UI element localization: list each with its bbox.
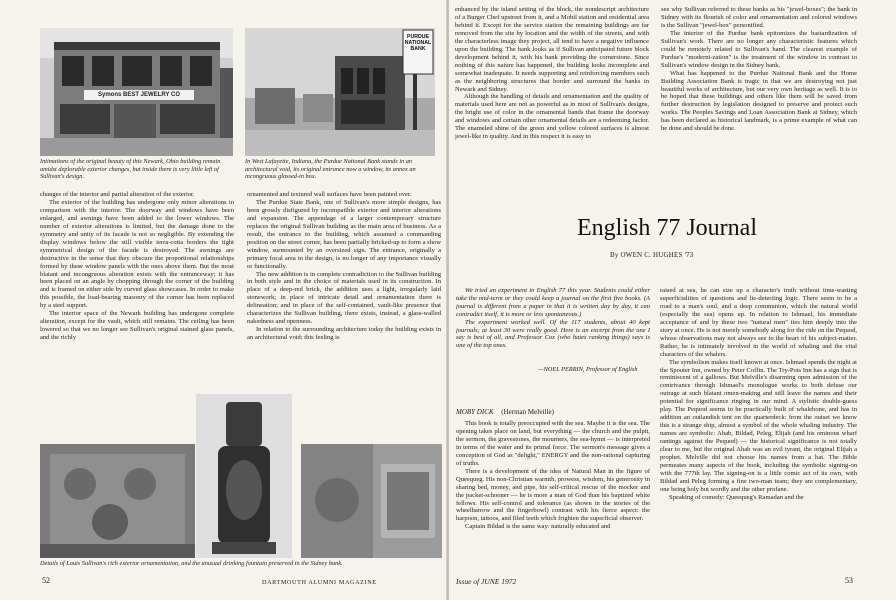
right-column-c [456, 420, 650, 572]
issue-label: Issue of JUNE 1972 [456, 577, 517, 586]
photo-drinking-fountain [196, 394, 292, 558]
book-author: (Herman Melville) [501, 408, 554, 416]
editor-intro [456, 287, 650, 359]
paragraph: Speaking of comedy: Queequeg's Ramadan and the [669, 493, 804, 501]
right-column-top-b [661, 6, 857, 193]
paragraph: The new addition is in complete contradiction to the Sullivan building in both style and in the choice of materials used in its construction. In place of a deep-red brick, the addition uses a light, irregularly laid stonework; in place of intricate detail and ornamentation there is delineation; and in place of the self-contained, vault-like presence that characterizes the Sullivan building, there exists, instead, a glass-walled nakedness and openness. [247, 270, 441, 326]
editor-signature: —NOEL PERRIN, Professor of English [538, 366, 638, 373]
paragraph: changes of the interior and partial alteration of the exterior. [40, 191, 195, 198]
paragraph: The exterior of the building has undergone only minor alterations in comparison with the interior. The doorway and windows have been enlarged, and awnings have been added to the lower windows. The number of exterior alterations is limited, but the damage done to the symmetry and unity of its facade is not so negligible. By extending the display windows below the still visible terra-cotta borders the tight symmetrical design of the facade is destroyed. The awnings are destructive in the sense that they obscure the proportional relationships formed by these window panels with the ones above them. But the most blatant and incongruous alteration exists with the entranceway; it has been placed on an angle by chopping through the corner of the building and is framed on either side by curved glass showcases. In order to make this possible, the load-bearing masonry of the corner has been replaced by a steel support. [40, 198, 234, 310]
right-column-d [660, 287, 857, 572]
right-page-number: 53 [845, 576, 853, 585]
article-headline: English 77 Journal [577, 215, 757, 241]
photo-ornament-detail [40, 444, 195, 558]
paragraph: The interior space of the Newark building has undergone complete alteration, except for the vault, which still remains. The ceiling has been lowered so that we no longer see Sullivan's original stained glass panels, and the richly [40, 310, 234, 342]
article-byline: By OWEN C. HUGHES '73 [610, 251, 694, 259]
paragraph: The symbolism makes itself known at once. Ishmael spends the night at the Spouter Inn, owned by Peter Coffin. The Try-Pots Inn has a sign that is reminiscent of a gallows. But Melville's disarming open admission of the contrivance through Ishmael's monologue works to both defuse our outrage at such blatant omen-making and still leave the names and their potential for significance ringing in our mind. A stylistic double-guess play. The Pequod seems to be practically built of whalebone, and has in addition an outlandish tent on the quarterdeck: from the outset we know this is a strange ship, almost a symbol of the whole whaling industry. The names are symbolic: Ahab, Bildad, Peleg, Elijah (and his ominous wharf rantings against the Pequod) — the historical significance is not totally clear to me, but the original Ahab was an evil tyrant, the original Elijah a prophet. Melville did not choose his names from a hat. The Bible permeates many aspects of the book, including the symbolic signing-on with the 777th lay. The signing-on is a little comic act of its own, with Bildad and Peleg forming a fine two-man team; they are complementary, one being holy but wordly and the other profane. [660, 358, 857, 493]
paragraph: There is a development of the idea of Natural Man in the figure of Queequeg. His non-Christian warmth, prowess, wisdom, his generosity in sharing bed, money, and pipe, his self-critical rescue of the mocker and the packet-schooner — he is more a man of God than his baptized white fellows. His self-control and tolerance (as shown in the stories of the wheelbarrow and the fingerbowl) contrast with his fierce aspect: the harpoon, tattoos, and filed teeth which frighten the superficial observer. [456, 467, 650, 523]
right-column-top-a [455, 6, 649, 193]
photo-exterior-ornament [301, 444, 442, 558]
paragraph: Captain Bildad is the same way: naturally educated and [465, 523, 611, 531]
paragraph: raised at sea, he can size up a character's truth without time-wasting superficialities of questions and lie-detecting logic. There seem to be a road to a man's soul, and a deep communion, which the natural world (especially the sea) opens up. In relation to Ishmael, his immediate acceptance of and by these two "natural men" ties him deeply into the story at once. He is not merely somebody along for the ride on the Pequod, whose observations may not always see to the heart of his subject-matter. Rather, he is intimately involved in the world of whaling and the vital characters of the whalers. [660, 287, 857, 358]
paragraph: This book is totally preoccupied with the sea. Maybe it is the sea. The opening takes place on land, but everything — the church and the pulpit, the sermon, the gravestones, the mourners, the sea-hymn — is interpreted in terms of the water and its primal force. The sermon's message gives a conception of God as "delight," ENERGY and the non-rational capturing of truths. [456, 420, 650, 467]
caption-ornament: Details of Louis Sullivan's rich exterior ornamentation, and the unusual drinking fountain preserved in the Sidney bank. [40, 560, 343, 567]
paragraph: The experiment worked well. Of the 117 students, about 40 kept journals; at least 30 were really good. Here is an excerpt from the one I say is best of all, and Professor Cox (who hates ranking things) says is one of the top ones. [456, 318, 650, 350]
book-heading [456, 408, 554, 416]
left-column-1 [40, 191, 234, 361]
book-title: MOBY DICK [456, 408, 494, 416]
jewelry-store-sign: Symons BEST JEWELRY CO [97, 92, 181, 98]
paragraph: The Purdue State Bank, one of Sullivan's more simple designs, has been grossly disfigured by incompatible exterior and interior alterations and expansion. The appendage of a larger contemporary structure replaces the original Sullivan building as the main area of business. As a result, the entrance to the building, which assumed a commanding position on the street corner, has been partially bricked-up to form a show window, surmounted by an oversized sign. The entrance, originally a primary focal area in the design, is no longer of any importance visually or functionally. [247, 198, 441, 270]
paragraph: In relation to the surrounding architecture today the building exists in an architectural void; this feeling is [247, 326, 441, 342]
paragraph: We tried an experiment in English 77 this year. Students could either take the mid-term or they could keep a journal on the first five books. (A journal is different from a paper in that it is written day by day, it can contradict itself, it is more or less spontaneous.) [456, 287, 650, 318]
paragraph: What has happened to the Purdue National Bank and the Home Building Association Bank is tragic in that we are destroying not just beautiful works of architecture, but our very own heritage as well. It is to be hoped that these buildings and others like them will be saved from further destruction by legislation designed to preserve and protect such works. The Peoples Savings and Loan Association Bank at Sidney, which has been declared as historical landmark, is a prime example of what can be done and should be done. [661, 69, 857, 133]
paragraph: enhanced by the island setting of the block, the nondescript architecture of a Burger Chef upstreet from it, and a Mobil station and residential area behind it. Except for the service station the remaining buildings are far removed from the site by location and the width of the streets, and with the characterless image they project, all tend to have a negative influence upon the building. The bank looks as if Sullivan anticipated future block development behind it, with his bank providing the cornerstone. Since nothing of this nature has happened, the building looks incomplete and somewhat inadequate. It needs supporting and reinforcing members such as the neighboring structures that border and surround the banks in Newark and Sidney. [455, 6, 649, 93]
paragraph: Although the handling of details and ornamentation and the quality of materials used here are not as powerful as in most of Sullivan's designs, the bright use of color in the ornamental bands that frame the doorway and windows and certain other ornamental details are a redeeming factor. The enameled shine of the green and yellow colored surfaces is almost jewel-like in quality. And in this respect it is easy to [455, 93, 649, 141]
left-column-2 [247, 191, 441, 361]
magazine-name: DARTMOUTH ALUMNI MAGAZINE [262, 579, 377, 586]
purdue-bank-sign: PURDUE NATIONAL BANK [404, 34, 432, 53]
paragraph: ornamented and textured wall surfaces have been painted over. [247, 191, 412, 198]
paragraph: see why Sullivan referred to these banks as his "jewel-boxes"; the bank in Sidney with its flourish of color and ornamentation and colored windows is the Sullivan "jewel-box" personified. [661, 6, 857, 29]
caption-purdue: In West Lafayette, Indiana, the Purdue National Bank stands in an architectural void, its original entrance now a window, its annex an incongruous glassed-in box. [245, 158, 416, 181]
photo-newark-building [40, 28, 233, 156]
caption-newark: Intimations of the original beauty of this Newark, Ohio building remain amidst deplorable exterior changes, but inside there is very little left of Sullivan's design. [40, 158, 221, 181]
left-page [0, 0, 447, 600]
photo-purdue-bank [245, 28, 435, 156]
left-page-number: 52 [42, 576, 50, 585]
paragraph: The interior of the Purdue bank epitomizes the bastardization of Sullivan's work. There are no longer any characteristic features which could be remotely related to Sullivan's hand. The clearest example of Purdue's "moderni-zation" is the treatment of the window in contrast to Sullivan's window design in the Sidney bank. [661, 29, 857, 69]
